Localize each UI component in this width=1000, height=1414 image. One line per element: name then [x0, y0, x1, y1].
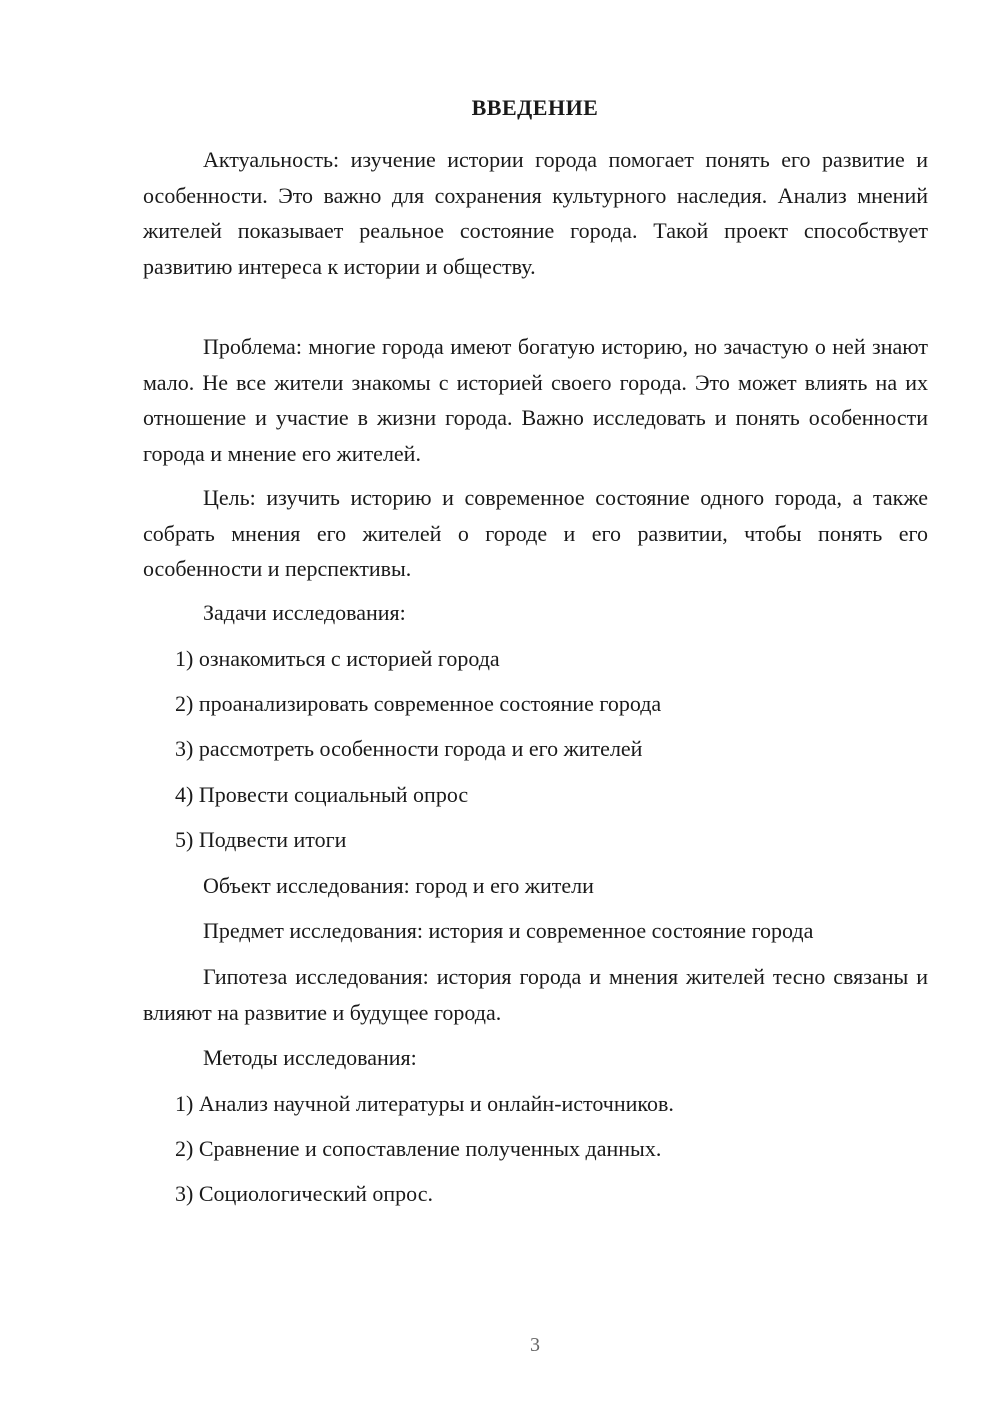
- task-item: 5) Подвести итоги: [175, 827, 347, 852]
- page-title: ВВЕДЕНИЕ: [471, 95, 599, 120]
- hypothesis-paragraph: Гипотеза исследования: история города и мнения жителей тесно связаны и влияют на развитие и будущее города.: [143, 964, 928, 1025]
- task-item: 2) проанализировать современное состояние города: [175, 691, 662, 716]
- tasks-heading: Задачи исследования:: [203, 600, 406, 625]
- relevance-paragraph: Актуальность: изучение истории города помогает понять его развитие и особенности. Это важно для сохранения культурного наследия. Анализ мнений жителей показывает реальное состояние города. Такой проект способствует развитию интереса к истории и обществу.: [143, 147, 928, 279]
- method-item: 1) Анализ научной литературы и онлайн-источников.: [175, 1091, 674, 1116]
- task-item: 1) ознакомиться с историей города: [175, 646, 500, 671]
- page-number: 3: [530, 1334, 540, 1356]
- problem-paragraph: Проблема: многие города имеют богатую историю, но зачастую о ней знают мало. Не все жители знакомы с историей своего города. Это может влиять на их отношение и участие в жизни города. Важно исследовать и понять особенности города и мнение его жителей.: [143, 334, 928, 466]
- goal-paragraph: Цель: изучить историю и современное состояние одного города, а также собрать мнения его жителей о городе и его развитии, чтобы понять его особенности и перспективы.: [143, 485, 928, 581]
- task-item: 4) Провести социальный опрос: [175, 782, 469, 807]
- methods-heading: Методы исследования:: [203, 1045, 417, 1070]
- method-item: 2) Сравнение и сопоставление полученных данных.: [175, 1136, 662, 1161]
- research-object: Объект исследования: город и его жители: [203, 873, 594, 898]
- task-item: 3) рассмотреть особенности города и его жителей: [175, 736, 643, 761]
- method-item: 3) Социологический опрос.: [175, 1181, 433, 1206]
- research-subject: Предмет исследования: история и современное состояние города: [203, 918, 814, 943]
